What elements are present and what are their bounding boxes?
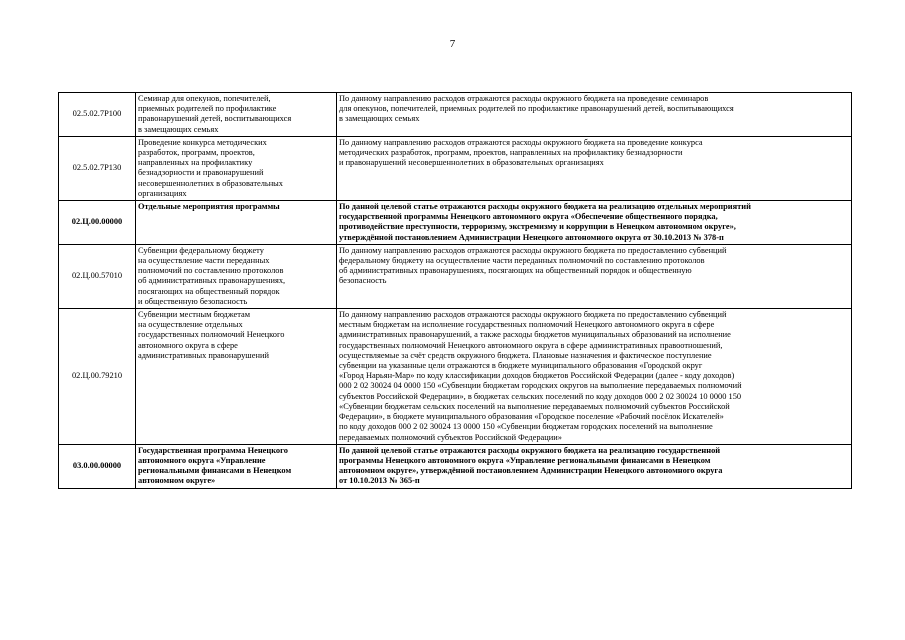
table-row (59, 201, 852, 245)
row-name: Субвенции местным бюджетам на осуществление отдельных государственных полномочий Ненецкого автономного округа в сфере административных правонарушений (136, 309, 337, 445)
table-row (59, 444, 852, 488)
row-name: Отдельные мероприятия программы (136, 201, 337, 245)
page-number: 7 (449, 38, 456, 50)
row-code: 02.Ц.00.00000 (59, 201, 136, 245)
row-name: Государственная программа Ненецкого автономного округа «Управление региональными финансами в Ненецком автономном округе» (136, 444, 337, 488)
row-description: По данной целевой статье отражаются расходы окружного бюджета на реализацию отдельных мероприятий государственной программы Ненецкого автономного округа «Обеспечение общественного порядка, противодействие преступности, терроризму, экстремизму и коррупции в Ненецком автономном округе», утверждённой постановлением Администрации Ненецкого автономного округа от 30.10.2013 № 378-п (337, 201, 852, 245)
row-description: По данной целевой статье отражаются расходы окружного бюджета на реализацию государственной программы Ненецкого автономного округа «Управление региональными финансами в Ненецком автономном округе», утверждённой постановлением Администрации Ненецкого автономного округа от 10.10.2013 № 365-п (337, 444, 852, 488)
row-name: Проведение конкурса методических разработок, программ, проектов, направленных на профилактику безнадзорности и правонарушений несовершеннолетних в образовательных организациях (136, 136, 337, 200)
row-code: 02.Ц.00.79210 (59, 309, 136, 445)
row-name: Семинар для опекунов, попечителей, приемных родителей по профилактике правонарушений детей, воспитывающихся в замещающих семьях (136, 93, 337, 137)
row-code: 02.5.02.7Р100 (59, 93, 136, 137)
table-row (59, 244, 852, 308)
row-description: По данному направлению расходов отражаются расходы окружного бюджета по предоставлению субвенций федеральному бюджету на осуществление части переданных полномочий по составлению протоколов об административных правонарушениях, посягающих на общественный порядок и общественную безопасность (337, 244, 852, 308)
budget-classification-table (58, 92, 852, 489)
row-description: По данному направлению расходов отражаются расходы окружного бюджета на проведение конкурса методических разработок, программ, проектов, направленных на профилактику безнадзорности и правонарушений несовершеннолетних в образовательных организациях (337, 136, 852, 200)
row-description: По данному направлению расходов отражаются расходы окружного бюджета на проведение семинаров для опекунов, попечителей, приемных родителей по профилактике правонарушений детей, воспитывающихся в замещающих семьях (337, 93, 852, 137)
row-code: 02.5.02.7Р130 (59, 136, 136, 200)
row-code: 03.0.00.00000 (59, 444, 136, 488)
row-name: Субвенции федеральному бюджету на осуществление части переданных полномочий по составлению протоколов об административных правонарушениях, посягающих на общественный порядок и общественную безопасность (136, 244, 337, 308)
table-row (59, 309, 852, 445)
row-code: 02.Ц.00.57010 (59, 244, 136, 308)
table-row (59, 93, 852, 137)
row-description: По данному направлению расходов отражаются расходы окружного бюджета по предоставлению субвенций местным бюджетам на исполнение государственных полномочий Ненецкого автономного округа в сфере административных правонарушений, а также расходы бюджетов муниципальных образований на исполнение государственных полномочий Ненецкого автономного округа в сфере административных правоотношений, осуществляемые за счёт средств окружного бюджета. Плановые назначения и фактическое поступление субвенции на указанные цели отражаются в бюджете муниципального образования «Городской округ «Город Нарьян-Мар» по коду классификации доходов бюджетов Российской Федерации (далее - коду доходов) 000 2 02 30024 04 0000 150 «Субвенции бюджетам городских округов на выполнение передаваемых полномочий субъектов Российской Федерации», в бюджетах сельских поселений по коду доходов 000 2 02 30024 10 0000 150 «Субвенции бюджетам сельских поселений на выполнение передаваемых полномочий субъектов Российской Федерации», в бюджете муниципального образования «Городское поселение «Рабочий посёлок Искателей» по коду доходов 000 2 02 30024 13 0000 150 «Субвенции бюджетам городских поселений на выполнение передаваемых полномочий субъектов Российской Федерации» (337, 309, 852, 445)
table-row (59, 136, 852, 200)
